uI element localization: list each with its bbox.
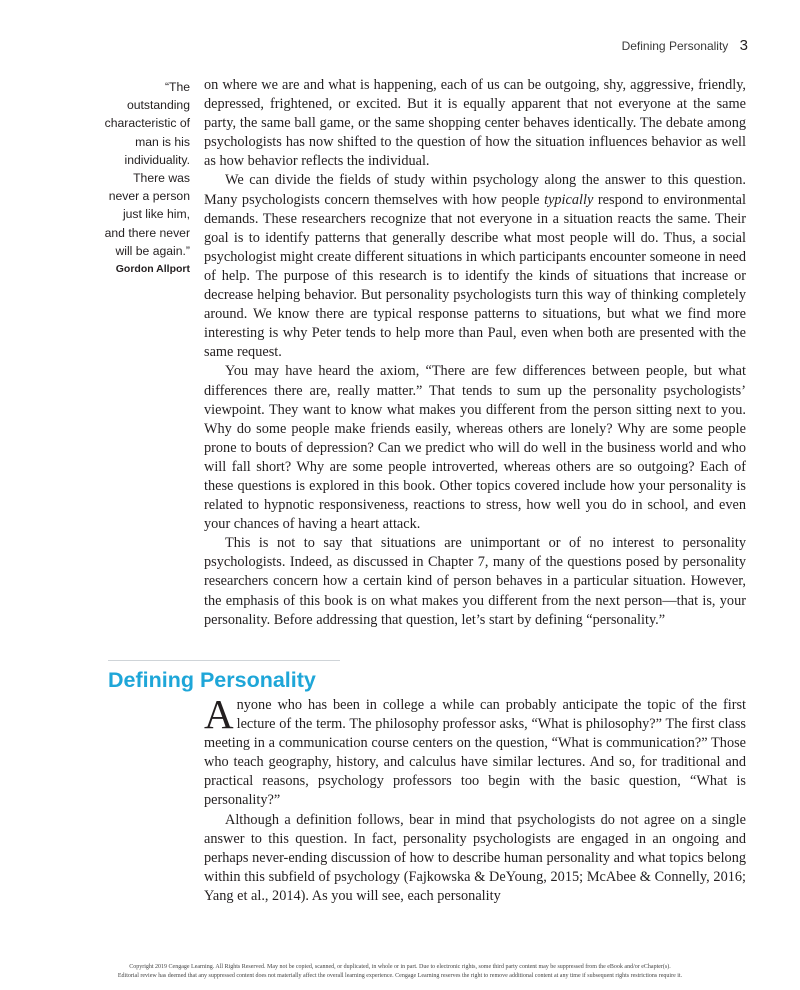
drop-cap: A (204, 691, 234, 737)
copyright-footer (0, 963, 800, 981)
paragraph-text: respond to environmental demands. These researchers recognize that not everyone in a situation reacts the same. Their goal is to identify patterns that generally describe what most people will do. Thus, a social psychologist might create different situations in which participants encounter someone in need of help. The purpose of this research is to identify the kinds of situations that increase or decrease helping behavior. But personality psychologists turn this way of thinking completely around. We know there are typical response patterns to situations, but what we find more interesting is why Peter tends to help more than Paul, even when both are presented with the same request. (204, 191, 746, 361)
copyright-line: Editorial review has deemed that any suppressed content does not materially affect the overall learning experience. Cengage Learning reserves the right to remove additional content at any time if subsequent rights restrictions require it. (117, 973, 683, 979)
copyright-line: Copyright 2019 Cengage Learning. All Rights Reserved. May not be copied, scanned, or duplicated, in whole or in part. Due to electronic rights, some third party content may be suppressed from the eBook and/or eChapter(s). (129, 964, 671, 970)
paragraph-text: We can divide the fields of study within psychology along the answer to this question. Many psychologists concern themselves with how people (204, 172, 746, 208)
body-text-top (204, 76, 746, 630)
section-heading: Defining Personality (108, 668, 316, 692)
running-head (622, 37, 748, 54)
margin-quote-text: “The outstanding characteristic of man is his individuality. There was never a person just like him, and there never will be again.” (104, 80, 190, 258)
section-divider (108, 660, 340, 661)
page-number: 3 (739, 37, 748, 54)
margin-quote-author: Gordon Allport (115, 263, 190, 276)
paragraph: You may have heard the axiom, “There are few differences between people, but what differences there are, really matter.” That tends to sum up the personality psychologists’ viewpoint. They want to know what makes you different from the person sitting next to you. Why do some people make friends easily, whereas others are lonely? Why are some people prone to bouts of depression? Can we predict who will do well in the business world and who will fall short? Why are some people introverted, whereas others are so outgoing? Each of these questions is explored in this book. Other topics covered include how your personality is related to hypnotic responsiveness, reactions to stress, how well you do in school, and even your chances of having a heart attack. (204, 363, 746, 533)
paragraph-text: nyone who has been in college a while can probably anticipate the topic of the first lecture of the term. The philosophy professor asks, “What is philosophy?” The first class meeting in a communication course centers on the question, “What is communication?” Those who teach geography, history, and calculus have similar lectures. And so, for traditional and practical reasons, psychology professors too begin with the basic question, “What is personality?” (204, 697, 746, 809)
paragraph: Although a definition follows, bear in mind that psychologists do not agree on a single answer to this question. In fact, personality psychologists are engaged in an ongoing and perhaps never-ending discussion of how to describe human personality and what topics belong within this subfield of psychology (Fajkowska & DeYoung, 2015; McAbee & Connelly, 2016; Yang et al., 2014). As you will see, each personality (204, 811, 746, 904)
running-head-title: Defining Personality (621, 39, 729, 53)
paragraph (204, 171, 746, 362)
margin-quote (100, 78, 190, 277)
paragraph: This is not to say that situations are unimportant or of no interest to personality psychologists. Indeed, as discussed in Chapter 7, many of the questions posed by personality researchers concern how a certain kind of person behaves in a particular situation. However, the emphasis of this book is on what makes you different from the next person—that is, your personality. Before addressing that question, let’s start by defining “personality.” (204, 535, 746, 628)
paragraph (204, 691, 746, 811)
body-text-section (204, 691, 746, 906)
emphasis: typically (544, 191, 594, 208)
paragraph: on where we are and what is happening, each of us can be outgoing, shy, aggressive, friendly, depressed, frightened, or excited. But it is equally apparent that not everyone at the same party, the same ball game, or the same shopping center behaves identically. The debate among psychologists has now shifted to the question of how the situation influences behavior as well as how behavior reflects the individual. (204, 77, 746, 170)
